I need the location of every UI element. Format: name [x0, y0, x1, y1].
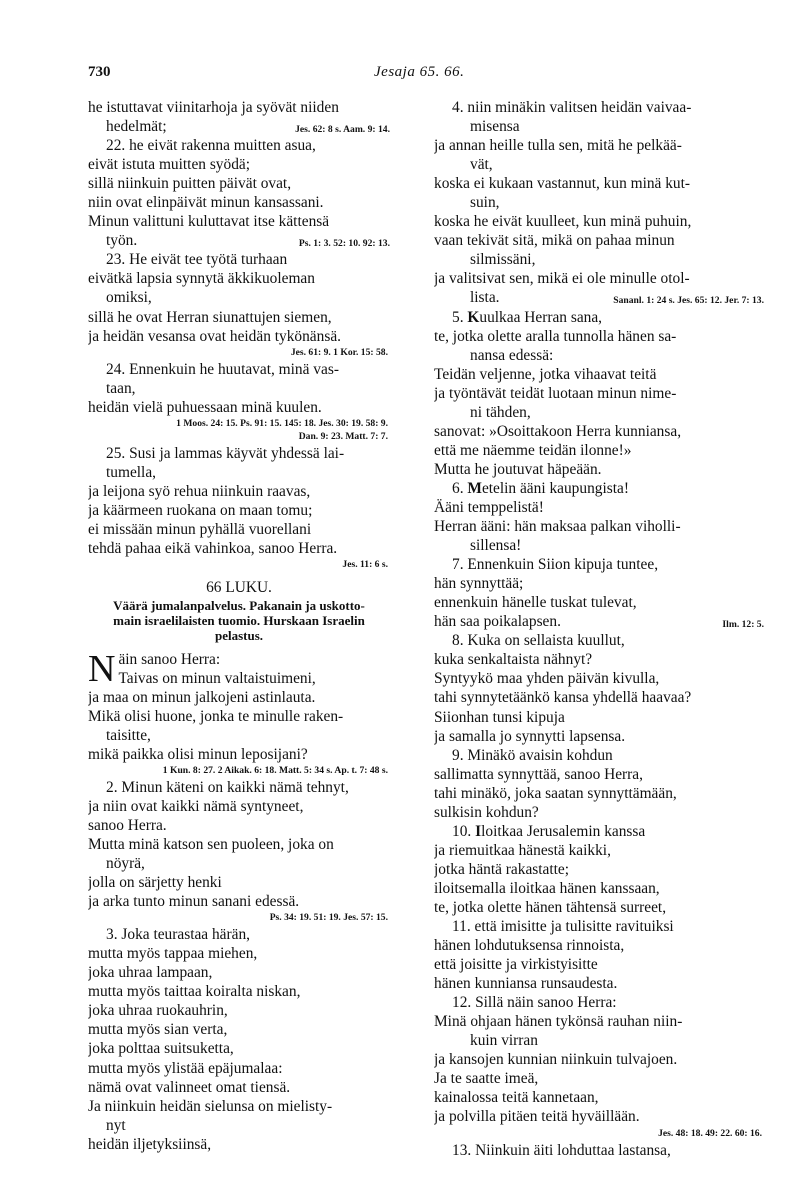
text-line: sulkisin kohdun? — [434, 803, 539, 821]
cross-reference: Jes. 62: 8 s. Aam. 9: 14. — [295, 124, 390, 136]
chapter-summary-line: main israelilaisten tuomio. Hurskaan Israelin — [113, 613, 365, 629]
text-line: jolla on särjetty henki — [88, 874, 222, 892]
text-line: Minun valittuni kuluttavat itse kättensä — [88, 213, 330, 231]
text-line: Mikä olisi huone, jonka te minulle raken- — [88, 707, 344, 725]
opening-paragraph — [88, 647, 390, 690]
text-line: sillä he ovat Herran siunattujen siemen, — [88, 308, 332, 326]
left-column — [88, 98, 390, 1154]
text-line: vaan tekivät sitä, mikä on pahaa minun — [434, 232, 675, 250]
text-line: tahi minäkö, joka saatan synnyttämään, — [434, 784, 677, 802]
page-number: 730 — [88, 64, 111, 80]
verse-line: 12. Sillä näin sanoo Herra: — [452, 994, 617, 1012]
verse-text: työn. — [106, 232, 138, 250]
drop-cap: N — [88, 647, 116, 690]
verse-text: hän saa poikalapsen. — [434, 613, 561, 631]
cross-reference: Ilm. 12: 5. — [722, 619, 764, 631]
text-line: omiksi, — [106, 289, 152, 307]
text-line: sanoo Herra. — [88, 816, 167, 834]
text-line: vät, — [470, 156, 493, 174]
text-line: Ja te saatte imeä, — [434, 1070, 539, 1088]
text-line: että joisitte ja virkistyisitte — [434, 956, 598, 974]
chapter-summary-line: pelastus. — [214, 628, 264, 644]
chapter-summary-line: Väärä jumalanpalvelus. Pakanain ja uskotto- — [113, 598, 365, 614]
text-line: eivät istuta muitten syödä; — [88, 156, 250, 174]
text-line: Minä ohjaan hänen tykönsä rauhan niin- — [434, 1013, 683, 1031]
text-line: heidän vielä puhuessaan minä kuulen. — [88, 398, 322, 416]
text-line: Herran ääni: hän maksaa palkan viholli- — [434, 518, 681, 536]
text-line: Siionhan tunsi kipuja — [434, 708, 565, 726]
cross-reference: Ps. 1: 3. 52: 10. 92: 13. — [298, 238, 390, 250]
text-line — [88, 117, 390, 136]
text-line: joka uhraa ruokauhrin, — [88, 1002, 228, 1020]
running-title: Jesaja 65. 66. — [374, 64, 465, 80]
text-line: mutta myös sian verta, — [88, 1021, 228, 1039]
verse-line: 2. Minun käteni on kaikki nämä tehnyt, — [106, 778, 349, 796]
verse-line: 13. Niinkuin äiti lohduttaa lastansa, — [452, 1141, 671, 1159]
verse-line: 3. Joka teurastaa härän, — [106, 926, 251, 944]
text-line: ja polvilla pitäen teitä hyväillään. — [434, 1108, 640, 1126]
text-line: heidän iljetyksiinsä, — [88, 1135, 212, 1153]
text-line: nansa edessä: — [470, 346, 554, 364]
text-line: Syntyykö maa yhden päivän kivulla, — [434, 670, 660, 688]
text-line — [88, 231, 390, 250]
text-line: ja heidän vesansa ovat heidän tykönänsä. — [88, 327, 342, 345]
text-line: ei missään minun pyhällä vuorellani — [88, 520, 312, 538]
text-line: tahi synnytetäänkö kansa yhdellä haavaa? — [434, 689, 692, 707]
text-line: sillensa! — [470, 537, 522, 555]
text-line: silmissäni, — [470, 251, 536, 269]
cross-reference: 1 Moos. 24: 15. Ps. 91: 15. 145: 18. Jes. 30: 19. 58: 9. — [176, 417, 388, 429]
text-line: ja samalla jo synnytti lapsensa. — [434, 727, 626, 745]
text-line: ja työntävät teidät luotaan minun nime- — [434, 384, 677, 402]
text-line: te, jotka olette aralla tunnolla hänen sa- — [434, 327, 677, 345]
text-line: hän synnyttää; — [434, 575, 524, 593]
text-line: ja maa on minun jalkojeni astinlauta. — [88, 688, 316, 706]
text-line: mikä paikka olisi minun leposijani? — [88, 745, 308, 763]
text-line: Taivas on minun valtaistuimeni, — [118, 669, 316, 687]
text-line: ja käärmeen ruokana on maan tomu; — [88, 501, 313, 519]
text-line: Teidän veljenne, jotka vihaavat teitä — [434, 365, 657, 383]
text-line: mutta myös tappaa miehen, — [88, 945, 258, 963]
text-line: Ääni temppelistä! — [434, 498, 544, 516]
text-line: misensa — [470, 118, 520, 136]
chapter-heading: 66 LUKU. — [206, 579, 272, 597]
text-line: sillä niinkuin puitten päivät ovat, — [88, 175, 292, 193]
text-line: Mutta minä katson sen puoleen, joka on — [88, 836, 334, 854]
text-line: ni tähden, — [470, 403, 531, 421]
cross-reference: Jes. 48: 18. 49: 22. 60: 16. — [658, 1127, 762, 1139]
verse-line — [434, 822, 764, 841]
text-line: nämä ovat valinneet omat tiensä. — [88, 1078, 291, 1096]
verse-text: uulkaa Herran sana, — [479, 308, 603, 326]
text-line: että me näemme teidän ilonne!» — [434, 441, 632, 459]
text-line: kuka senkaltaista nähnyt? — [434, 651, 593, 669]
bold-initial: K — [467, 308, 480, 326]
text-line: hänen kunniansa runsaudesta. — [434, 975, 618, 993]
text-line: he istuttavat viinitarhoja ja syövät niiden — [88, 99, 339, 116]
text-line: Mutta he joutuvat häpeään. — [434, 460, 602, 478]
text-line: suin, — [470, 194, 500, 212]
cross-reference: Dan. 9: 23. Matt. 7: 7. — [298, 430, 388, 442]
verse-text: loitkaa Jerusalemin kanssa — [481, 822, 646, 840]
text-line: eivätkä lapsia synnytä äkkikuoleman — [88, 270, 315, 288]
verse-line: 23. He eivät tee työtä turhaan — [106, 251, 288, 269]
text-line: Ja niinkuin heidän sielunsa on mielisty- — [88, 1097, 333, 1115]
cross-reference: 1 Kun. 8: 27. 2 Aikak. 6: 18. Matt. 5: 34 s. Ap. t. 7: 48 s. — [162, 764, 388, 776]
verse-line: 25. Susi ja lammas käyvät yhdessä lai- — [106, 444, 345, 462]
bold-initial: M — [467, 479, 482, 497]
text-line: ja niin ovat kaikki nämä syntyneet, — [88, 797, 304, 815]
right-column — [434, 98, 764, 1160]
text-line: koska ei kukaan vastannut, kun minä kut- — [434, 175, 691, 193]
text-line: koska he eivät kuulleet, kun minä puhuin, — [434, 213, 692, 231]
text-line: äin sanoo Herra: — [118, 650, 221, 668]
text-line: kainalossa teitä kannetaan, — [434, 1089, 599, 1107]
verse-text: hedelmät; — [106, 118, 167, 136]
text-line: ja arka tunto minun sanani edessä. — [88, 893, 300, 911]
text-line: sallimatta synnyttää, sanoo Herra, — [434, 765, 643, 783]
cross-reference: Ps. 34: 19. 51: 19. Jes. 57: 15. — [269, 912, 388, 924]
text-line: ja kansojen kunnian niinkuin tulvajoen. — [434, 1051, 678, 1069]
text-line: kuin virran — [470, 1032, 538, 1050]
cross-reference: Sananl. 1: 24 s. Jes. 65: 12. Jer. 7: 13. — [613, 295, 764, 307]
verse-line — [434, 479, 764, 498]
text-line: nyt — [106, 1116, 126, 1134]
text-line: ennenkuin hänelle tuskat tulevat, — [434, 594, 637, 612]
text-line: sanovat: »Osoittakoon Herra kunniansa, — [434, 422, 682, 440]
text-line — [434, 612, 764, 631]
text-line: mutta myös taittaa koiralta niskan, — [88, 983, 301, 1001]
verse-line: 8. Kuka on sellaista kuullut, — [452, 632, 625, 650]
verse-line: 7. Ennenkuin Siion kipuja tuntee, — [452, 556, 659, 574]
verse-line: 4. niin minäkin valitsen heidän vaivaa- — [452, 99, 692, 116]
text-line: tumella, — [106, 463, 157, 481]
text-line: taan, — [106, 379, 136, 397]
text-line: mutta myös ylistää epäjumalaa: — [88, 1059, 283, 1077]
text-line: hänen lohdutuksensa rinnoista, — [434, 937, 625, 955]
text-line: nöyrä, — [106, 855, 145, 873]
verse-text: lista. — [470, 289, 500, 307]
text-line: jotka häntä rakastatte; — [434, 860, 570, 878]
verse-text: etelin ääni kaupungista! — [481, 479, 629, 497]
text-line: joka polttaa suitsuketta, — [88, 1040, 234, 1058]
text-line — [434, 288, 764, 307]
verse-number: 5. — [452, 308, 464, 326]
verse-line — [434, 308, 764, 327]
text-line: ja valitsivat sen, mikä ei ole minulle otol- — [434, 270, 690, 288]
page-header — [88, 64, 764, 86]
text-line: iloitsemalla iloitkaa hänen kanssaan, — [434, 879, 660, 897]
cross-reference: Jes. 11: 6 s. — [342, 559, 388, 571]
verse-line: 11. että imisitte ja tulisitte ravituiksi — [452, 918, 674, 936]
verse-line: 24. Ennenkuin he huutavat, minä vas- — [106, 360, 339, 378]
text-line: tehdä pahaa eikä vahinkoa, sanoo Herra. — [88, 539, 338, 557]
verse-line: 9. Minäkö avaisin kohdun — [452, 746, 613, 764]
text-line: ja riemuitkaa hänestä kaikki, — [434, 841, 611, 859]
text-line: niin ovat elinpäivät minun kansassani. — [88, 194, 324, 212]
text-line: te, jotka olette hänen tähtensä surreet, — [434, 898, 667, 916]
cross-reference: Jes. 61: 9. 1 Kor. 15: 58. — [290, 346, 388, 358]
text-line: ja leijona syö rehua niinkuin raavas, — [88, 482, 311, 500]
text-line: ja annan heille tulla sen, mitä he pelkää- — [434, 137, 682, 155]
text-line: taisitte, — [106, 726, 151, 744]
verse-line: 22. he eivät rakenna muitten asua, — [106, 137, 316, 155]
bold-initial: I — [475, 822, 482, 840]
text-line: joka uhraa lampaan, — [88, 964, 213, 982]
verse-number: 6. — [452, 479, 464, 497]
verse-number: 10. — [452, 822, 472, 840]
